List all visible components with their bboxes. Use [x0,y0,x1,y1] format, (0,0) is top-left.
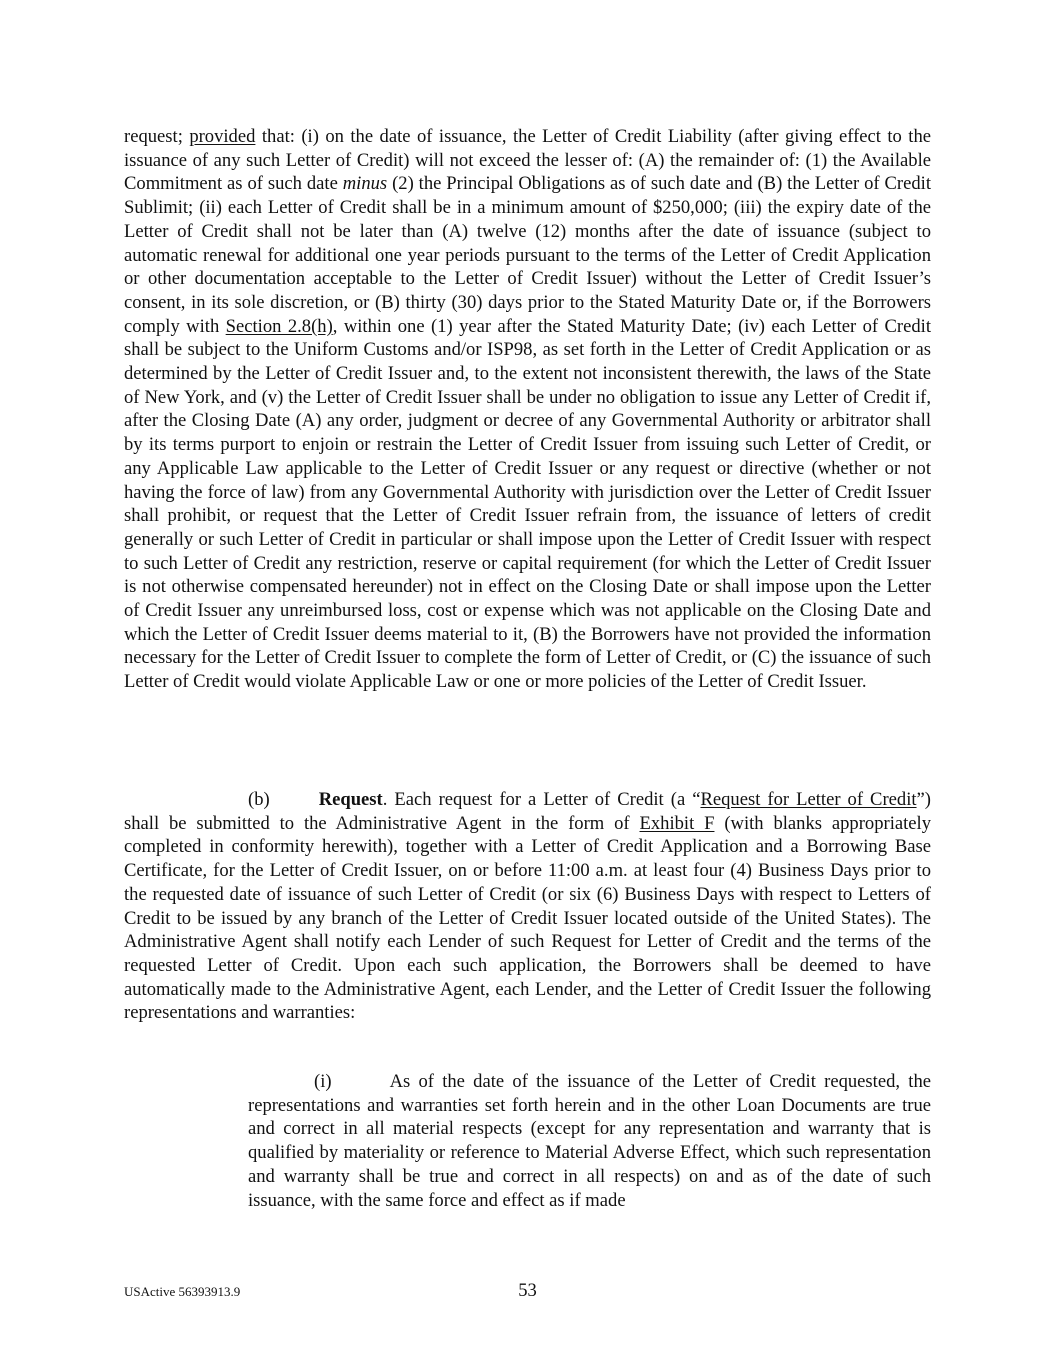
paragraph-provided-conditions [124,125,931,694]
para1-text-2: that: (i) on the date of issuance, the Letter of Credit Liability (after giving effect to the issuance of any such Letter of Credit) will not exceed the lesser of: (A) the remainder of: (1) the Available Commitment as of such date [124,126,931,195]
clause-b-marker: (b) [248,789,270,810]
section-reference: Section 2.8(h) [225,315,333,337]
page-number: 53 [518,1280,537,1301]
defined-term-request-for-letter-of-credit: Request for Letter of Credit [700,789,917,810]
paragraph-b-request [124,788,931,1025]
paragraph-i-representations [248,1070,931,1212]
clause-b-heading: Request [318,789,383,810]
clause-i-marker: (i) [314,1071,332,1092]
provided-term: provided [189,126,256,147]
minus-term: minus [342,173,388,195]
footer-document-id: USActive 56393913.9 [124,1284,241,1299]
para-b-text-3: (with blanks appropriately completed in conformity herewith), together with a Letter of Credit Application and a Borrowing Base Certificate, for the Letter of Credit Issuer, on or before 11:00 a.m. at least four (4) Business Days prior to the requested date of issuance of such Letter of Credit (or six (6) Business Days with respect to Letters of Credit to be issued by any branch of the Letter of Credit Issuer located outside of the United States). The Administrative Agent shall notify each Lender of such Request for Letter of Credit and the terms of the requested Letter of Credit. Upon each such application, the Borrowers shall be deemed to have automatically made to the Administrative Agent, each Lender, and the Letter of Credit Issuer the following representations and warranties: [124,812,931,1024]
para1-text-4: , within one (1) year after the Stated Maturity Date; (iv) each Letter of Credit shall be subject to the Uniform Customs and/or ISP98, as set forth in the Letter of Credit Application or as determined by the Letter of Credit Issuer and, to the extent not inconsistent therewith, the laws of the State of New York, and (v) the Letter of Credit Issuer shall be under no obligation to issue any Letter of Credit if, after the Closing Date (A) any order, judgment or decree of any Governmental Authority or arbitrator shall by its terms purport to enjoin or restrain the Letter of Credit Issuer from issuing such Letter of Credit, or any Applicable Law applicable to the Letter of Credit Issuer or any request or directive (whether or not having the force of law) from any Governmental Authority with jurisdiction over the Letter of Credit Issuer shall prohibit, or request that the Letter of Credit Issuer refrain from, the issuance of letters of credit generally or such Letter of Credit in particular or shall impose upon the Letter of Credit Issuer with respect to such Letter of Credit any restriction, reserve or capital requirement (for which the Letter of Credit Issuer is not otherwise compensated hereunder) not in effect on the Closing Date or shall impose upon the Letter of Credit Issuer any unreimbursed loss, cost or expense which was not applicable on the Closing Date and which the Letter of Credit Issuer deems material to it, (B) the Borrowers have not provided the information necessary for the Letter of Credit Issuer to complete the form of Letter of Credit, or (C) the issuance of such Letter of Credit would violate Applicable Law or one or more policies of the Letter of Credit Issuer. [124,315,931,693]
para-b-text-2: ”) shall be submitted to the Administrative Agent in the form of [124,789,931,834]
para1-text-1: request; [124,126,190,147]
para-b-text-1: . Each request for a Letter of Credit (a “ [382,789,701,810]
para1-text-3: (2) the Principal Obligations as of such date and (B) the Letter of Credit Sublimit; (ii) each Letter of Credit shall be in a minimum amount of $250,000; (iii) the expiry date of the Letter of Credit shall not be later than (A) twelve (12) months after the date of issuance (subject to automatic renewal for additional one year periods pursuant to the terms of the Letter of Credit Application or other documentation acceptable to the Letter of Credit Issuer) without the Letter of Credit Issuer’s consent, in its sole discretion, or (B) thirty (30) days prior to the Stated Maturity Date or, if the Borrowers comply with [124,173,931,337]
exhibit-reference: Exhibit F [639,812,715,834]
para-i-text: As of the date of the issuance of the Letter of Credit requested, the representations and warranties set forth herein and in the other Loan Documents are true and correct in all material respects (except for any representation and warranty that is qualified by materiality or reference to Material Adverse Effect, which such representation and warranty shall be true and correct in all respects) on and as of the date of such issuance, with the same force and effect as if made [248,1071,931,1211]
